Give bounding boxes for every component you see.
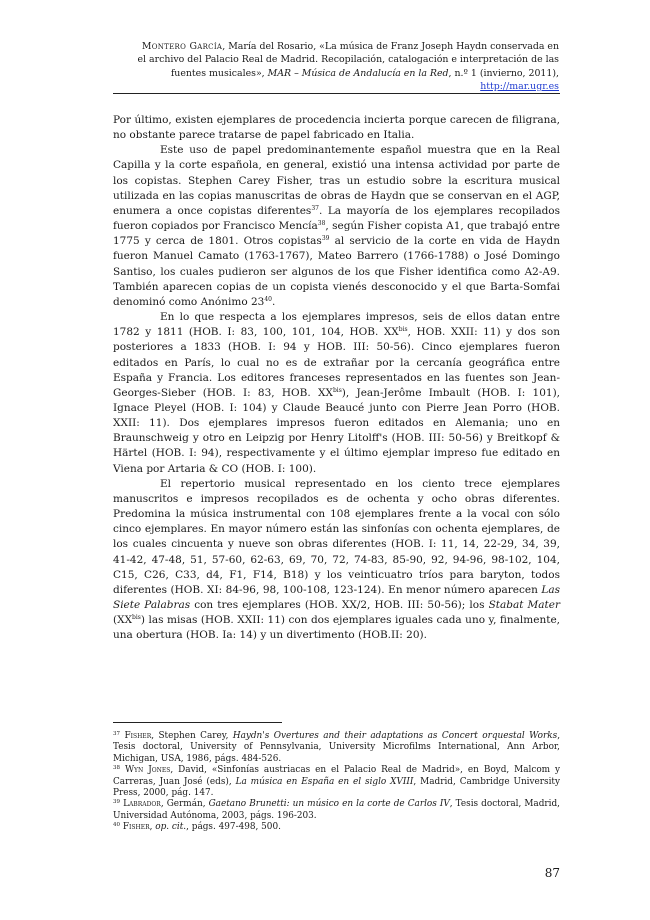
paragraph-2: Este uso de papel predominantemente español muestra que en la Real Capilla y la corte española, en general, existió una intensa actividad por parte de los copistas. Stephen Carey Fisher, tras un estudio sobre la escritura musical utilizada en las copias manuscritas de obras de Haydn que se conservan en el AGP, enumera a once copistas diferentes$^{37}$. La mayoría de los ejemplares recopilados fueron copiados por Francisco Mencía$^{38}$, según Fisher copista A1, que trabajó entre 1775 y cerca de 1801. Otros copistas$^{39}$ al servicio de la corte en vida de Haydn fueron Manuel Camato (1763-1767), Mateo Barrero (1766-1788) o José Domingo Santiso, los cuales pudieron ser algunos de los que Fisher identifica como A2-A9. También aparecen copias de un copista vienés desconocido y el que Barta-Somfai denominó como Anónimo $23^{40}$. — [113, 144, 561, 308]
footnote-ref-37[interactable]: 37 — [311, 204, 319, 212]
running-header — [132, 40, 559, 94]
main-text — [113, 113, 560, 643]
footnotes — [113, 731, 560, 834]
paragraph-1: Por último, existen ejemplares de procedencia incierta porque carecen de filigrana, no obstante parece tratarse de papel fabricado en Italia. — [113, 114, 560, 142]
header-divider — [113, 93, 560, 94]
footnote-ref-40[interactable]: 40 — [264, 295, 272, 303]
paragraph-4: El repertorio musical representado en los ciento trece ejemplares manuscritos e impresos recopilados es de ochenta y ocho obras diferentes. Predomina la música instrumental con 108 ejemplares frente a la vocal con sólo cinco ejemplares. En mayor número están las sinfonías con ochenta ejemplares, de los cuales cincuenta y nueve son obras diferentes (HOB. I: 11, 14, 22-29, 34, 39, 41-42, 47-48, 51, 57-60, 62-63, 69, 70, 72, 74-83, 85-90, 92, 94-96, 98-102, 104, C15, C26, C33, d4, F1, F14, B18) y los veinticuatro tríos para baryton, todos diferentes (HOB. XI: 84-96, 98, 100-108, 123-124). En menor número aparecen Las Siete Palabras con tres ejemplares (HOB. XX/2, HOB. III: 50-56); los Stabat Mater $(XX^{bis})$ las misas (HOB. XXII: 11) con dos ejemplares iguales cada uno y, finalmente, una obertura (HOB. Ia: 14) y un divertimento (HOB.II: 20). — [113, 477, 560, 642]
header-journal: MAR – Música de Andalucía en la Red — [267, 67, 449, 79]
footnote-ref-39[interactable]: 39 — [321, 235, 330, 243]
page-number: 87 — [544, 866, 560, 880]
footnote-37: $^{37}$ Fisher, Stephen Carey, Haydn's Overtures and their adaptations as Concert orquestal Works, Tesis doctoral, University of Pennsylvania, University Microfilms International, Ann Arbor, Michigan, USA, 1986, págs. 484-526. — [113, 731, 561, 764]
header-citation: , María del Rosario, «La música de Franz Joseph Haydn conservada en el archivo del Palacio Real de Madrid. Recopilación, catalogación e interpretación de las fuentes musicales», — [137, 41, 559, 79]
header-author: Montero García — [141, 41, 223, 52]
footnote-divider — [113, 722, 282, 723]
footnote-39: $^{39}$ Labrador, Germán, Gaetano Brunetti: un músico en la corte de Carlos IV, Tesis doctoral, Madrid, Universidad Autónoma, 2003, págs. 196-203. — [113, 799, 560, 821]
footnote-ref-38[interactable]: 38 — [317, 220, 326, 228]
header-link[interactable]: http://mar.ugr.es — [480, 81, 559, 93]
footnote-38: $^{38}$ Wyn Jones, David, «Sinfonías austriacas en el Palacio Real de Madrid», en Boyd, Malcom y Carreras, Juan José (eds), La música en España en el siglo XVIII, Madrid, Cambridge University Press, 2000, pág. 147. — [113, 765, 561, 799]
header-issue: , n.º 1 (invierno, 2011), — [448, 67, 559, 79]
footnote-40: $^{40}$ Fisher, op. cit., págs. 497-498, 500. — [113, 822, 281, 833]
paragraph-3: En lo que respecta a los ejemplares impresos, seis de ellos datan entre 1782 y 1811 (HOB. I: 83, 100, 101, 104, HOB. $XX^{bis}$, HOB. XXII: 11) y dos son posteriores a 1833 (HOB. I: 94 y HOB. III: 50-56). Cinco ejemplares fueron editados en París, lo cual no es de extrañar por la cercanía geográfica entre España y Francia. Los editores franceses representados en las fuentes son Jean-Georges-Sieber (HOB. I: 83, HOB. $XX^{bis}$), Jean-Jerôme Imbault (HOB. I: 101), Ignace Pleyel (HOB. I: 104) y Claude Beaucé junto con Pierre Jean Porro (HOB. XXII: 11). Dos ejemplares impresos fueron editados en Alemania; uno en Braunschweig y otro en Leipzig por Henry Litolff's (HOB. III: 50-56) y Breitkopf & Härtel (HOB. I: 94), respectivamente y el último ejemplar impreso fue editado en Viena por Artaria & CO (HOB. I: 100). — [113, 311, 560, 475]
